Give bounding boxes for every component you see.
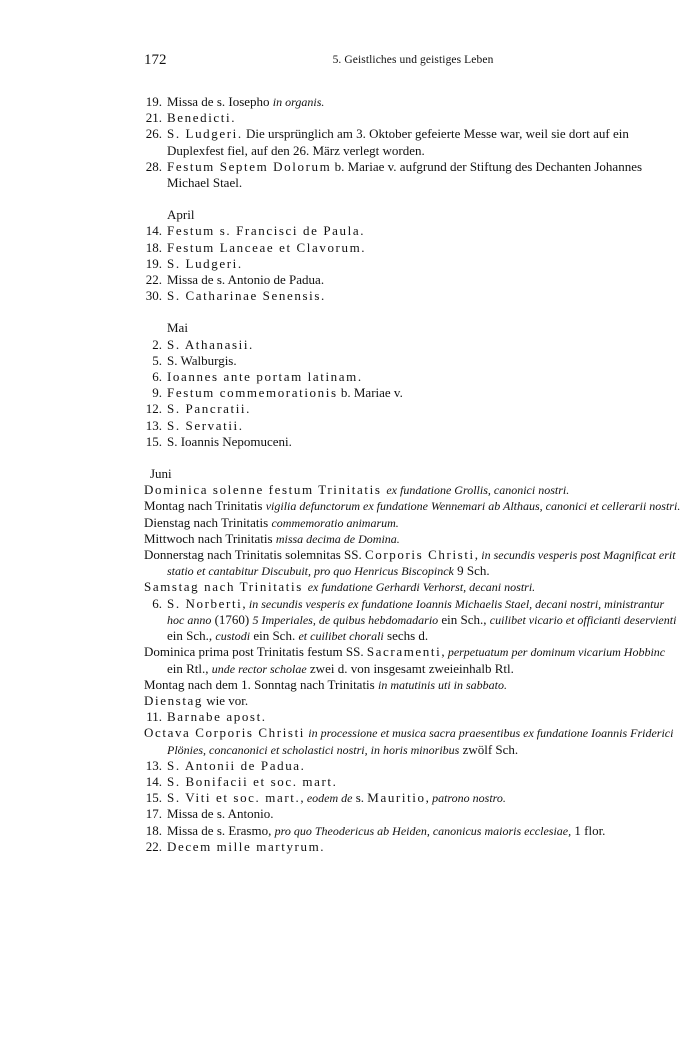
- day-number: 22.: [145, 272, 162, 288]
- list-item: 17. Missa de s. Antonio.: [145, 806, 274, 822]
- day-number: 15.: [145, 433, 162, 449]
- day-number: 6.: [152, 369, 162, 385]
- day-number: 30.: [145, 288, 162, 304]
- list-item: 14. Festum s. Francisci de Paula.: [145, 223, 366, 239]
- list-item: Mittwoch nach Trinitatis missa decima de Domina.: [144, 530, 400, 546]
- day-number: 11.: [146, 709, 162, 725]
- list-item: 15. S. Ioannis Nepomuceni.: [145, 433, 292, 449]
- day-number: 15.: [145, 790, 162, 806]
- day-number: 17.: [145, 806, 162, 822]
- list-item: 18. Missa de s. Erasmo, pro quo Theodericus ab Heiden, canonicus maioris ecclesiae, 1 flor.: [145, 822, 606, 838]
- day-number: 18.: [145, 239, 162, 255]
- day-number: 14.: [145, 223, 162, 239]
- day-number: 9.: [152, 385, 162, 401]
- list-item: Dominica solenne festum Trinitatis ex fundatione Grollis, canonici nostri.: [144, 482, 570, 498]
- list-item: Dienstag wie vor.: [144, 692, 249, 708]
- list-item: 18. Festum Lanceae et Clavorum.: [145, 239, 367, 255]
- day-number: 21.: [145, 110, 162, 126]
- day-number: 14.: [145, 773, 162, 789]
- list-item: 6. S. Norberti, in secundis vesperis ex fundatione Ioannis Michaelis Stael, decani nostri, ministrantur hoc anno (1760) 5 Imperiales, de quibus hebdomadario ein Sch., cuilibet vicario et officianti deservienti ein Sch., custodi ein Sch. et cuilibet chorali sechs d.: [144, 596, 682, 645]
- list-item: 5. S. Walburgis.: [144, 353, 682, 369]
- list-item: 6. Ioannes ante portam latinam.: [144, 369, 682, 385]
- list-item: 12. S. Pancratii.: [145, 401, 251, 417]
- list-item: Samstag nach Trinitatis ex fundatione Gerhardi Verhorst, decani nostri.: [144, 579, 536, 595]
- page-body: [144, 94, 682, 855]
- day-number: 18.: [145, 822, 162, 838]
- running-head: 5. Geistliches und geistiges Leben: [332, 54, 494, 66]
- page-header: [144, 52, 682, 74]
- day-number: 22.: [145, 838, 162, 854]
- list-item: Donnerstag nach Trinitatis solemnitas SS. Corporis Christi, in secundis vesperis post Magnificat erit statio et cantabitur Discubuit, pro quo Henricus Biscopinck 9 Sch.: [144, 547, 676, 579]
- list-item: Dienstag nach Trinitatis commemoratio animarum.: [144, 514, 399, 530]
- list-item: Octava Corporis Christi in processione et musica sacra praesentibus ex fundatione Ioannis Friderici Plönies, concanonici et scholastici nostri, in horis minoribus zwölf Sch.: [144, 725, 674, 757]
- list-item: 2. S. Athanasii.: [144, 337, 682, 353]
- list-item: 11. Barnabe apost.: [144, 709, 682, 725]
- month-heading-april: April: [167, 207, 195, 223]
- day-number: 26.: [145, 126, 162, 142]
- list-item: 30. S. Catharinae Senensis.: [145, 288, 326, 304]
- day-number: 2.: [152, 336, 162, 352]
- list-item: 28. Festum Septem Dolorum b. Mariae v. aufgrund der Stiftung des Dechanten Johannes Michael Stael.: [145, 158, 643, 191]
- list-item: 15. S. Viti et soc. mart., eodem de s. Mauritio, patrono nostro.: [145, 790, 506, 806]
- list-item: Montag nach dem 1. Sonntag nach Trinitatis in matutinis uti in sabbato.: [144, 676, 507, 692]
- list-item: 9. Festum commemorationis b. Mariae v.: [144, 385, 682, 401]
- list-item: Dominica prima post Trinitatis festum SS. Sacramenti, perpetuatum per dominum vicarium Hobbinc ein Rtl., unde rector scholae zwei d. von insgesamt zweieinhalb Rtl.: [144, 644, 666, 676]
- list-item: 21. Benedicti.: [145, 110, 237, 126]
- day-number: 19.: [145, 94, 162, 109]
- day-number: 19.: [145, 255, 162, 271]
- day-number: 13.: [145, 417, 162, 433]
- day-number: 12.: [145, 401, 162, 417]
- list-item: 19. S. Ludgeri.: [145, 255, 243, 271]
- list-item: 22. Missa de s. Antonio de Padua.: [145, 272, 325, 288]
- day-number: 28.: [145, 158, 162, 174]
- list-item: 22. Decem mille martyrum.: [145, 838, 326, 854]
- list-item: 14. S. Bonifacii et soc. mart.: [145, 773, 338, 789]
- list-item: 13. S. Servatii.: [145, 417, 244, 433]
- day-number: 6.: [152, 595, 162, 611]
- page-number: 172: [144, 52, 167, 68]
- list-item: 26. S. Ludgeri. Die ursprünglich am 3. Oktober gefeierte Messe war, weil sie dort auf ein Duplexfest fiel, auf den 26. März verlegt worden.: [145, 126, 629, 158]
- day-number: 13.: [145, 757, 162, 773]
- month-heading-juni: Juni: [150, 466, 172, 482]
- month-heading-mai: Mai: [167, 320, 188, 336]
- day-number: 5.: [152, 352, 162, 368]
- list-item: Montag nach Trinitatis vigilia defunctorum ex fundatione Wennemari ab Althaus, canonici et cellerarii nostri.: [144, 498, 681, 514]
- list-item: 13. S. Antonii de Padua.: [145, 757, 306, 773]
- list-item: 19. Missa de s. Iosepho in organis.: [145, 94, 325, 109]
